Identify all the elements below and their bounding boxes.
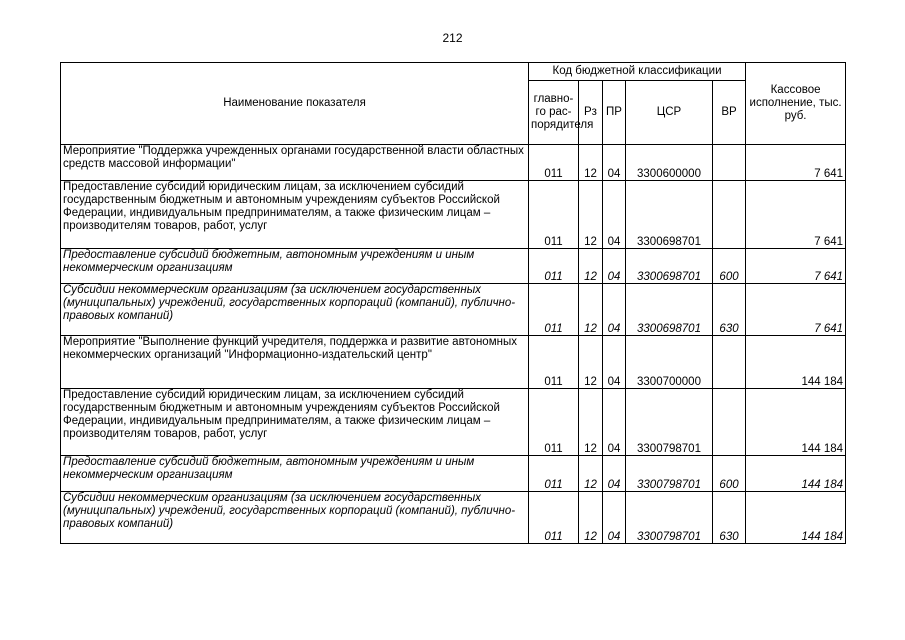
row-pr: 04: [603, 249, 626, 284]
row-name: Субсидии некоммерческим организациям (за исключением государственных (муниципальных) учреждений, государственных корпораций (компаний), публично-правовых компаний): [61, 492, 529, 544]
row-rz: 12: [579, 336, 603, 389]
row-csr: 3300798701: [626, 492, 713, 544]
row-pr: 04: [603, 336, 626, 389]
row-grbs: 011: [529, 492, 579, 544]
row-amount: 7 641: [746, 181, 846, 249]
table-row: [61, 456, 846, 492]
page-number: 212: [442, 31, 463, 45]
row-rz: 12: [579, 492, 603, 544]
row-name: Предоставление субсидий бюджетным, автономным учреждениям и иным некоммерческим организациям: [61, 456, 529, 492]
row-grbs: 011: [529, 389, 579, 456]
row-pr: 04: [603, 284, 626, 336]
row-grbs: 011: [529, 456, 579, 492]
row-csr: 3300700000: [626, 336, 713, 389]
table-row: [61, 181, 846, 249]
row-amount: 144 184: [746, 336, 846, 389]
row-vr: 630: [713, 492, 746, 544]
row-rz: 12: [579, 456, 603, 492]
budget-table: [60, 62, 846, 544]
row-amount: 144 184: [746, 492, 846, 544]
header-rz: Рз: [579, 81, 603, 145]
header-csr: ЦСР: [626, 81, 713, 145]
row-rz: 12: [579, 389, 603, 456]
row-name: Мероприятие "Выполнение функций учредителя, поддержка и развитие автономных некоммерческих организаций "Информационно-издательский центр": [61, 336, 529, 389]
row-vr: [713, 145, 746, 181]
header-amount: Кассовое исполнение, тыс. руб.: [746, 63, 846, 145]
row-csr: 3300698701: [626, 181, 713, 249]
row-name: Предоставление субсидий юридическим лицам, за исключением субсидий государственным бюджетным и автономным учреждениям субъектов Российской Федерации, индивидуальным предпринимателям, а также физическим лицам – производителям товаров, работ, услуг: [61, 181, 529, 249]
row-amount: 7 641: [746, 284, 846, 336]
row-amount: 7 641: [746, 145, 846, 181]
row-pr: 04: [603, 145, 626, 181]
header-vr: ВР: [713, 81, 746, 145]
row-amount: 7 641: [746, 249, 846, 284]
row-vr: [713, 389, 746, 456]
row-amount: 144 184: [746, 389, 846, 456]
row-grbs: 011: [529, 284, 579, 336]
row-rz: 12: [579, 181, 603, 249]
row-vr: 600: [713, 456, 746, 492]
row-pr: 04: [603, 492, 626, 544]
row-rz: 12: [579, 284, 603, 336]
row-csr: 3300698701: [626, 284, 713, 336]
row-pr: 04: [603, 456, 626, 492]
row-vr: [713, 181, 746, 249]
table-row: [61, 492, 846, 544]
row-vr: 600: [713, 249, 746, 284]
row-csr: 3300798701: [626, 456, 713, 492]
table-row: [61, 336, 846, 389]
row-name: Субсидии некоммерческим организациям (за исключением государственных (муниципальных) учреждений, государственных корпораций (компаний), публично-правовых компаний): [61, 284, 529, 336]
row-name: Мероприятие "Поддержка учрежденных органами государственной власти областных средств массовой информации": [61, 145, 529, 181]
header-grbs: главно-го рас-порядителя: [529, 81, 579, 145]
header-code-group: Код бюджетной классификации: [529, 63, 746, 81]
row-vr: [713, 336, 746, 389]
row-name: Предоставление субсидий бюджетным, автономным учреждениям и иным некоммерческим организациям: [61, 249, 529, 284]
row-grbs: 011: [529, 181, 579, 249]
row-csr: 3300798701: [626, 389, 713, 456]
row-name: Предоставление субсидий юридическим лицам, за исключением субсидий государственным бюджетным и автономным учреждениям субъектов Российской Федерации, индивидуальным предпринимателям, а также физическим лицам – производителям товаров, работ, услуг: [61, 389, 529, 456]
row-pr: 04: [603, 181, 626, 249]
row-rz: 12: [579, 249, 603, 284]
row-pr: 04: [603, 389, 626, 456]
table-row: [61, 284, 846, 336]
table-row: [61, 145, 846, 181]
header-name: Наименование показателя: [61, 63, 529, 145]
row-grbs: 011: [529, 145, 579, 181]
header-pr: ПР: [603, 81, 626, 145]
table-row: [61, 389, 846, 456]
row-rz: 12: [579, 145, 603, 181]
row-grbs: 011: [529, 336, 579, 389]
table-row: [61, 249, 846, 284]
row-vr: 630: [713, 284, 746, 336]
row-csr: 3300698701: [626, 249, 713, 284]
row-csr: 3300600000: [626, 145, 713, 181]
row-amount: 144 184: [746, 456, 846, 492]
row-grbs: 011: [529, 249, 579, 284]
